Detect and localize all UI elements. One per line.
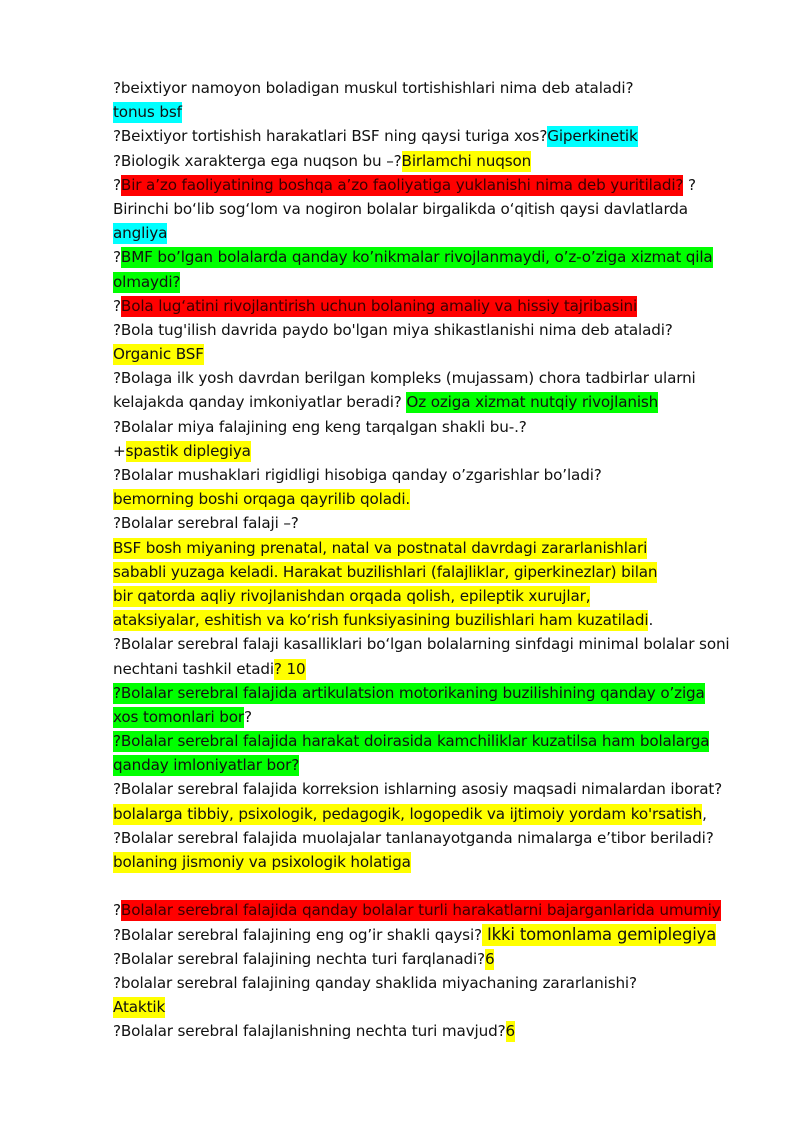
text-line <box>113 173 760 197</box>
text-line <box>113 318 760 342</box>
highlighted-text: bolaning jismoniy va psixologik holatiga <box>113 853 411 871</box>
text-line <box>113 777 760 801</box>
text-line <box>113 536 760 560</box>
highlighted-text: Organic BSF <box>113 345 204 364</box>
text-segment: ? <box>683 175 696 194</box>
text-segment: ?Bolalar serebral falaji –? <box>113 514 299 533</box>
highlighted-text: Oz oziga xizmat nutqiy rivojlanish <box>406 393 659 412</box>
text-line <box>113 390 760 414</box>
text-line <box>113 511 760 535</box>
text-segment: ?Bolalar serebral falajining eng og’ir shakli qaysi? <box>113 925 482 944</box>
text-line <box>113 608 760 632</box>
text-line <box>113 221 760 245</box>
text-line <box>113 729 760 753</box>
highlighted-text: 6 <box>505 1022 516 1041</box>
text-line <box>113 632 760 656</box>
text-line <box>113 584 760 608</box>
highlighted-text: ? 10 <box>273 659 306 678</box>
text-segment: ?Bola tug'ilish davrida paydo bo'lgan miya shikastlanishi nima deb ataladi? <box>113 320 673 339</box>
text-segment: , <box>702 804 707 823</box>
text-line <box>113 342 760 366</box>
text-line <box>113 657 760 681</box>
highlighted-text: Ikki tomonlama gemiplegiya <box>481 924 717 944</box>
text-line <box>113 124 760 148</box>
document-body <box>113 76 760 1044</box>
highlighted-text: tonus bsf <box>113 103 182 122</box>
text-line <box>113 1019 760 1043</box>
text-line <box>113 947 760 971</box>
highlighted-text: qanday imloniyatlar bor? <box>113 756 300 775</box>
text-line <box>113 826 760 850</box>
text-segment: ?Bolaga ilk yosh davrdan berilgan kompleks (mujassam) chora tadbirlar ularni <box>113 369 696 388</box>
text-line <box>113 681 760 705</box>
highlighted-text: ?Bolalar serebral falajida harakat doirasida kamchiliklar kuzatilsa ham bolalarga <box>113 732 710 751</box>
text-line <box>113 971 760 995</box>
highlighted-text: Giperkinetik <box>547 127 638 146</box>
text-line <box>113 76 760 100</box>
highlighted-text: bolalarga tibbiy, psixologik, pedagogik, logopedik va ijtimoiy yordam ko'rsatish <box>113 804 703 823</box>
text-segment: ?bolalar serebral falajining qanday shaklida miyachaning zararlanishi? <box>113 973 637 992</box>
text-segment: ? <box>113 296 121 315</box>
text-segment: kelajakda qanday imkoniyatlar beradi? <box>113 393 407 412</box>
highlighted-text: bir qatorda aqliy rivojlanishdan orqada qolish, epileptik xurujlar, <box>113 586 591 605</box>
text-segment: nechtani tashkil etadi <box>113 659 274 678</box>
text-line <box>113 415 760 439</box>
highlighted-text: xos tomonlari bor <box>113 707 244 726</box>
text-segment: ?beixtiyor namoyon boladigan muskul tortishishlari nima deb ataladi? <box>113 79 634 97</box>
text-line <box>113 802 760 826</box>
highlighted-text: Ataktik <box>113 998 166 1017</box>
highlighted-text: BMF bo’lgan bolalarda qanday ko’nikmalar rivojlanmaydi, o’z-o’ziga xizmat qila <box>120 248 713 267</box>
highlighted-text: ?Bolalar serebral falajida artikulatsion motorikaning buzilishining qanday o’ziga <box>113 683 705 702</box>
text-segment: ?Bolalar miya falajining eng keng tarqalgan shakli bu-.? <box>113 417 527 436</box>
text-line <box>113 149 760 173</box>
text-segment: ?Bolalar serebral falaji kasalliklari bo‘lgan bolalarning sinfdagi minimal bolalar soni <box>113 635 730 654</box>
blank-line <box>113 874 760 898</box>
highlighted-text: Bolalar serebral falajida qanday bolalar turli harakatlarni bajarganlarida umumiy <box>120 901 721 920</box>
text-line <box>113 439 760 463</box>
text-segment: + <box>113 441 126 460</box>
highlighted-text: sababli yuzaga keladi. Harakat buzilishlari (falajliklar, giperkinezlar) bilan <box>113 562 658 581</box>
text-segment: ? <box>113 901 121 920</box>
text-segment: ?Bolalar mushaklari rigidligi hisobiga qanday o’zgarishlar bo’ladi? <box>113 466 602 484</box>
highlighted-text: olmaydi? <box>113 272 181 291</box>
text-line <box>113 366 760 390</box>
text-line <box>113 487 760 511</box>
text-line <box>113 100 760 124</box>
text-line <box>113 898 760 922</box>
text-segment: ?Bolalar serebral falajining nechta turi farqlanadi? <box>113 949 485 968</box>
text-line <box>113 995 760 1019</box>
highlighted-text: BSF bosh miyaning prenatal, natal va postnatal davrdagi zararlanishlari <box>113 538 648 557</box>
text-line <box>113 753 760 777</box>
text-segment: ? <box>113 175 121 194</box>
text-segment: Birinchi bo‘lib sog‘lom va nogiron bolalar birgalikda o‘qitish qaysi davlatlarda <box>113 199 688 218</box>
text-line <box>113 294 760 318</box>
text-segment: ?Bolalar serebral falajlanishning nechta turi mavjud? <box>113 1022 506 1041</box>
text-line <box>113 245 760 269</box>
highlighted-text: spastik diplegiya <box>125 441 251 460</box>
highlighted-text: bemorning boshi orqaga qayrilib qoladi. <box>113 490 411 509</box>
highlighted-text: angliya <box>113 224 168 243</box>
text-line <box>113 463 760 487</box>
highlighted-text: ataksiyalar, eshitish va ko‘rish funksiyasining buzilishlari ham kuzatiladi <box>113 611 649 630</box>
text-line <box>113 560 760 584</box>
text-line <box>113 850 760 874</box>
text-segment: ?Bolalar serebral falajida korreksion ishlarning asosiy maqsadi nimalardan iborat? <box>113 780 723 799</box>
highlighted-text: 6 <box>484 949 495 968</box>
text-segment: ?Bolalar serebral falajida muolajalar tanlanayotganda nimalarga e’tibor beriladi? <box>113 828 714 847</box>
highlighted-text: Bola lug‘atini rivojlantirish uchun bolaning amaliy va hissiy tajribasini <box>120 296 638 315</box>
text-segment: . <box>648 611 654 630</box>
text-segment: ?Biologik xarakterga ega nuqson bu –? <box>113 151 402 170</box>
text-line <box>113 705 760 729</box>
text-segment: ?Beixtiyor tortishish harakatlari BSF ning qaysi turiga xos? <box>113 127 548 146</box>
text-line <box>113 270 760 294</box>
text-segment: ? <box>113 248 121 267</box>
highlighted-text: Birlamchi nuqson <box>401 151 532 170</box>
text-line <box>113 923 760 947</box>
highlighted-text: Bir a’zo faoliyatining boshqa a’zo faoliyatiga yuklanishi nima deb yuritiladi? <box>120 175 684 194</box>
text-line <box>113 197 760 221</box>
text-segment: ? <box>243 707 252 726</box>
